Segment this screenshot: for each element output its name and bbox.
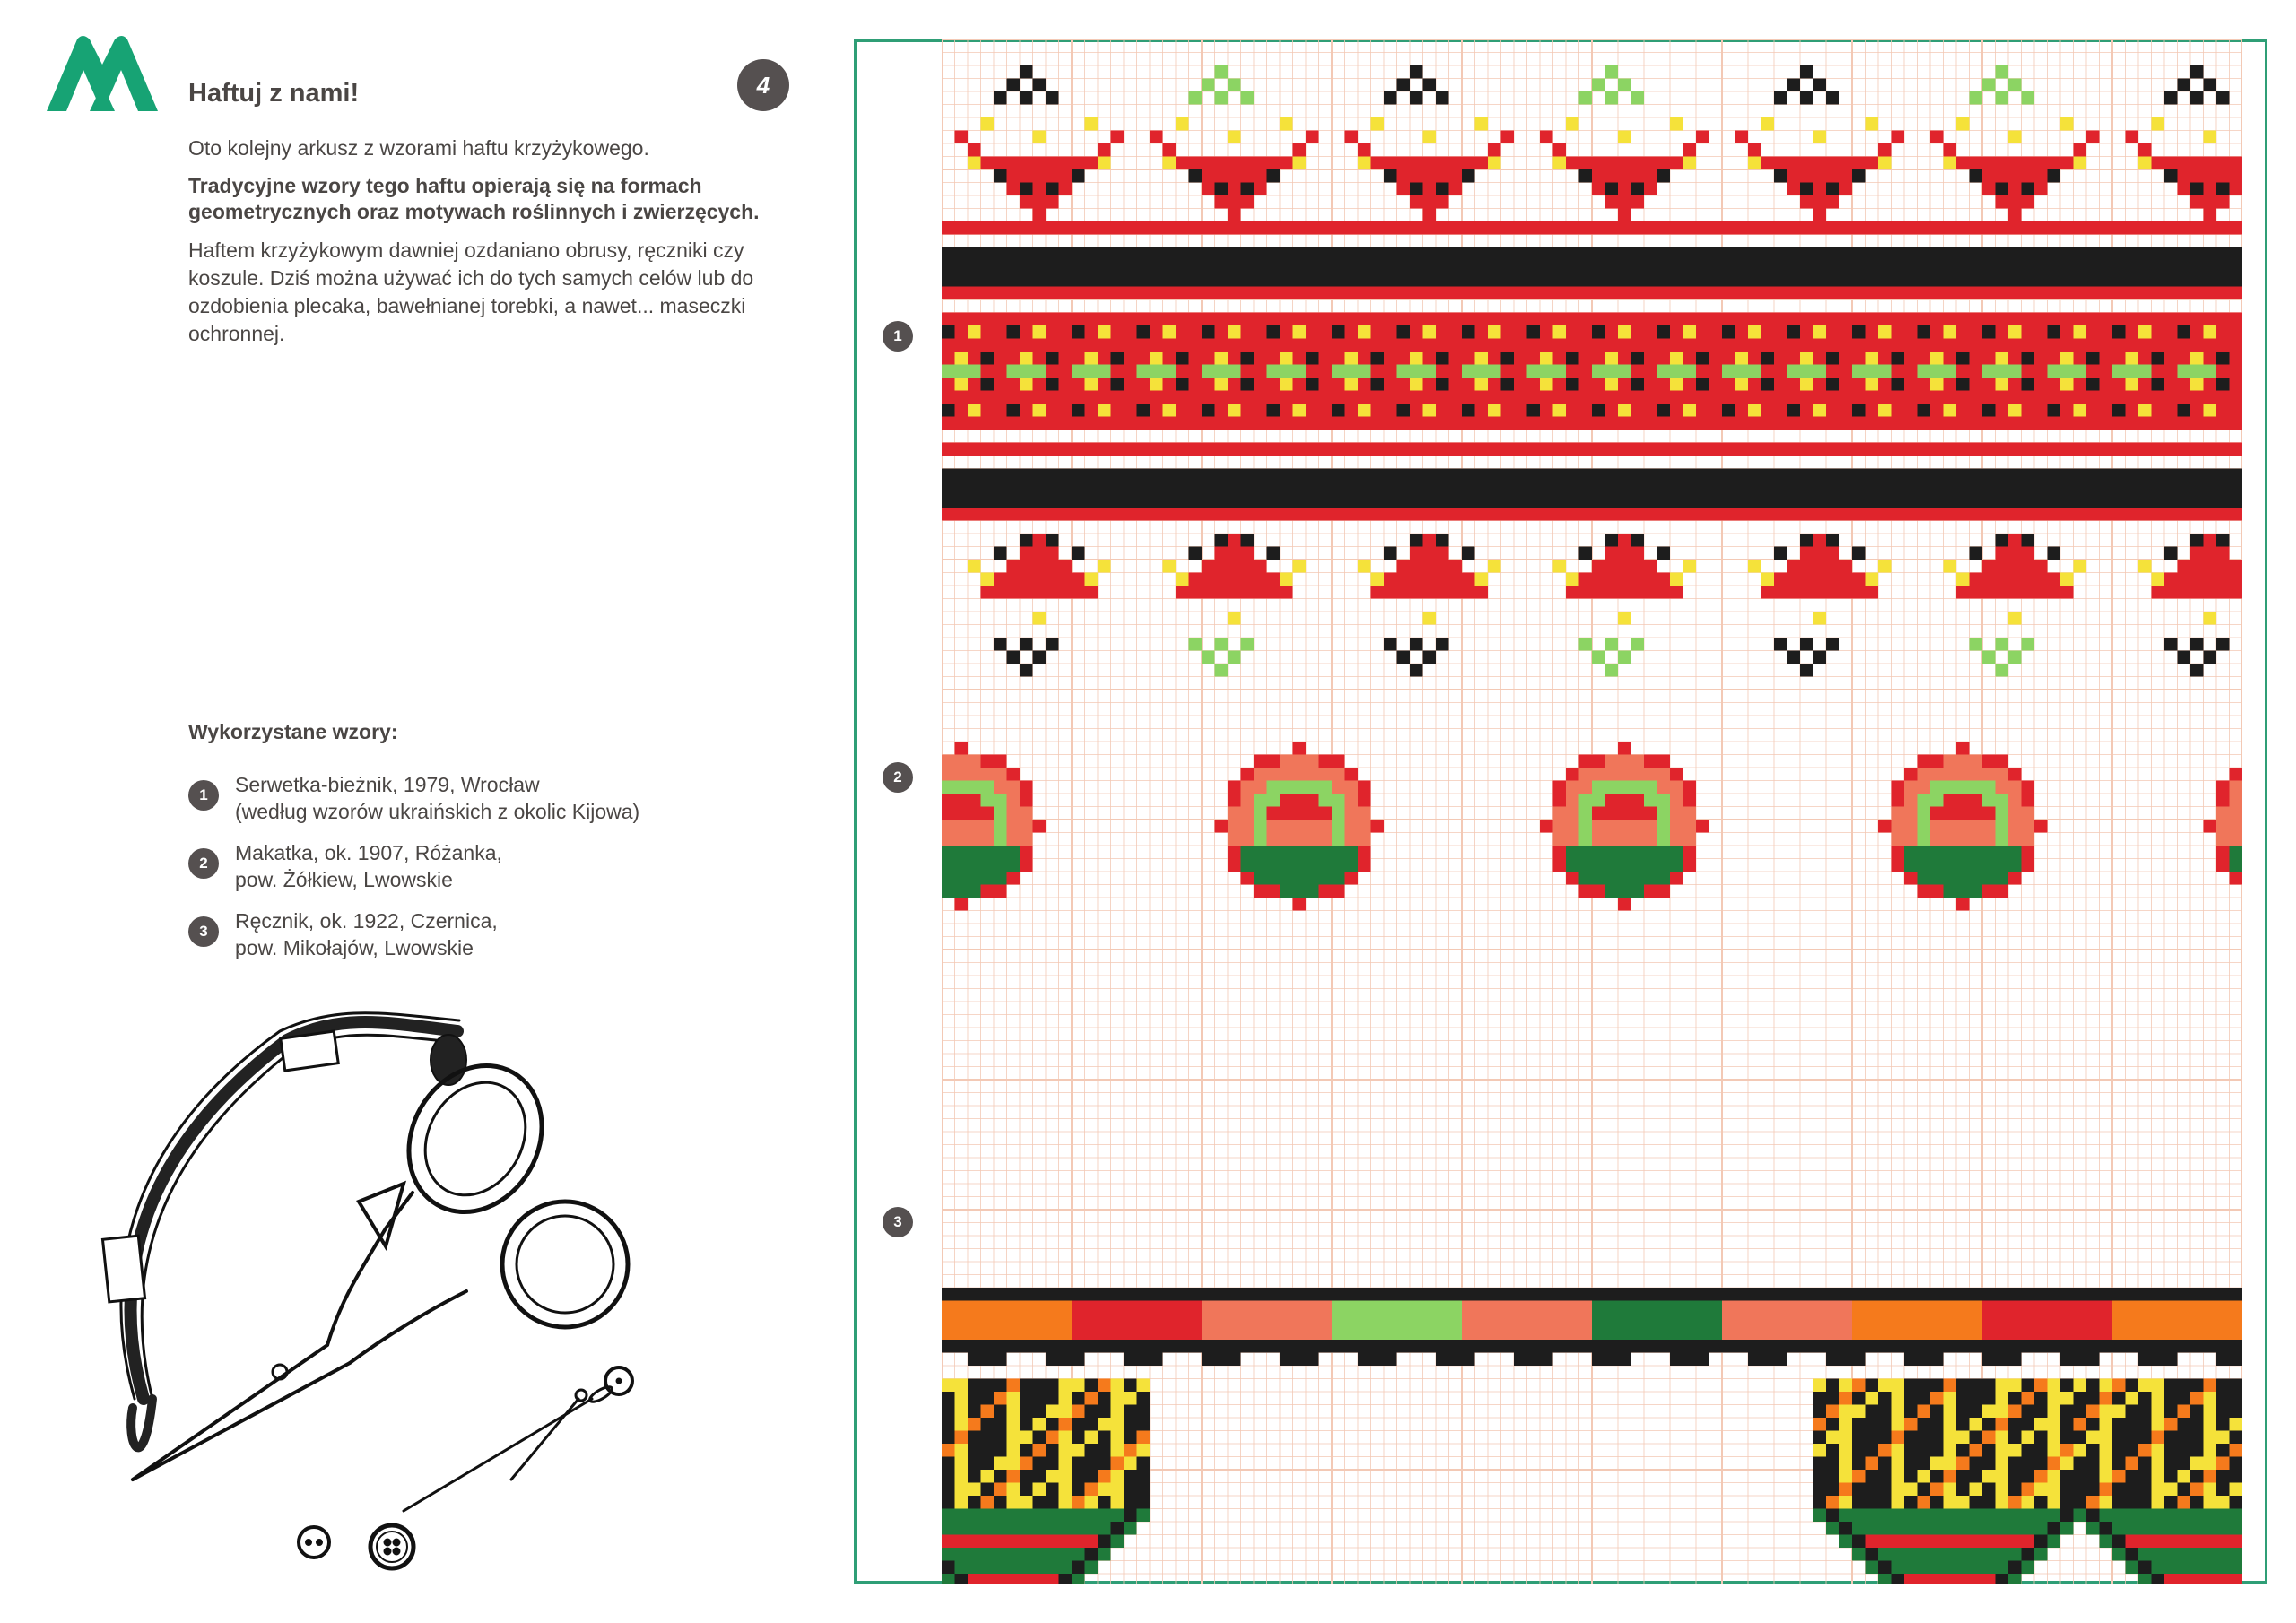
sewing-tools-illustration	[90, 1004, 682, 1587]
pattern-marker-2: 2	[883, 762, 913, 793]
thread-skein-icon	[102, 1013, 466, 1448]
pattern-marker-1: 1	[883, 321, 913, 352]
sources-heading: Wykorzystane wzory:	[188, 720, 398, 743]
lead-text: Tradycyjne wzory tego haftu opierają się na formach geometrycznych oraz motywach roślinnych i zwierzęcych.	[188, 174, 760, 223]
source-line: Ręcznik, ok. 1922, Czernica,	[235, 909, 498, 933]
page-title: Haftuj z nami!	[188, 79, 360, 108]
source-line: pow. Żółkiew, Lwowskie	[235, 868, 453, 891]
source-line: pow. Mikołajów, Lwowskie	[235, 936, 474, 959]
mountains-logo-icon	[43, 32, 161, 115]
body-text: Haftem krzyżykowym dawniej ozdaniano obrusy, ręczniki czy koszule. Dziś można używać ich do tych samych celów lub do ozdobienia plecaka, bawełnianej torebki, a nawet... maseczki ochronnej.	[188, 239, 754, 345]
source-item-2	[188, 839, 502, 893]
source-line: Serwetka-bieżnik, 1979, Wrocław	[235, 773, 540, 796]
intro-text: Oto kolejny arkusz z wzorami haftu krzyżykowego.	[188, 136, 649, 160]
source-number-badge: 3	[188, 916, 219, 947]
source-number-badge: 2	[188, 848, 219, 879]
button-icon	[299, 1367, 632, 1568]
source-item-1	[188, 771, 639, 825]
page-number-badge: 4	[737, 59, 789, 111]
needle-icon	[404, 1384, 614, 1511]
source-number-badge: 1	[188, 780, 219, 811]
source-item-3	[188, 907, 498, 961]
pattern-marker-3: 3	[883, 1207, 913, 1237]
source-line: (według wzorów ukraińskich z okolic Kijowa)	[235, 800, 640, 823]
source-line: Makatka, ok. 1907, Różanka,	[235, 841, 502, 864]
cross-stitch-pattern	[942, 39, 2242, 1584]
